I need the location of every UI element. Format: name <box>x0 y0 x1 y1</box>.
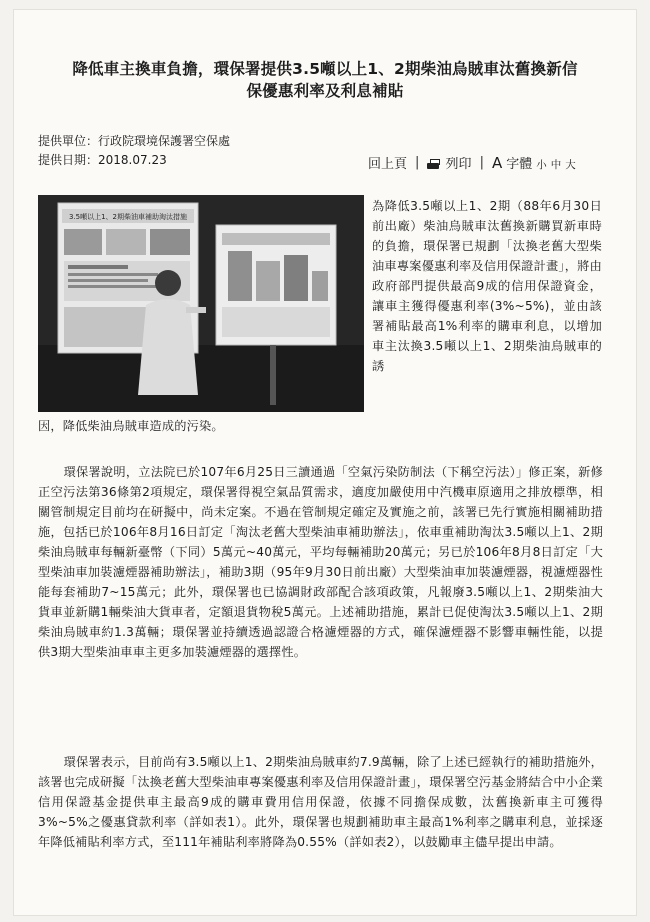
poster-title: 3.5噸以上1、2期柴油車補助淘汰措施 <box>68 213 188 221</box>
press-photo-illustration <box>38 195 364 412</box>
title-line-2: 保優惠利率及利息補貼 <box>246 82 404 100</box>
toolbar-separator: | <box>479 155 484 170</box>
article-title <box>30 58 620 102</box>
title-line-1: 降低車主換車負擔，環保署提供3.5噸以上1、2期柴油烏賊車汰舊換新信 <box>72 60 578 78</box>
font-size-icon: A <box>491 154 503 172</box>
provider-unit: 提供單位：行政院環境保護署空保處 <box>38 134 231 148</box>
toolbar-separator: | <box>415 155 420 170</box>
press-photo <box>38 195 364 412</box>
paragraph-1-tail: 因，降低柴油烏賊車造成的污染。 <box>38 419 224 433</box>
printer-icon <box>427 159 441 170</box>
poster-board <box>216 225 336 345</box>
print-button[interactable] <box>427 153 471 172</box>
back-link[interactable]: 回上頁 <box>368 157 408 172</box>
print-label: 列印 <box>445 157 472 172</box>
paragraph-2: 環保署說明，立法院已於107年6月25日三讀通過「空氣污染防制法（下稱空污法）」修正案，新修正空污法第36條第2項規定，環保署得視空氣品質需求，適度加嚴使用中汽機車原適用之排放標準，相關管制規定目前均在研擬中，尚未定案。不過在管制規定確定及實施之前，該署已先行實施相關補助措施，包括已於106年8月16日訂定「淘汰老舊大型柴油車補助辦法」，依車重補助淘汰3.5噸以上1、2期柴油烏賊車每輛新臺幣（下同）5萬元~40萬元，平均每輛補助20萬元；另已於106年8月8日訂定「大型柴油車加裝濾煙器補助辦法」，補助3期（95年9月30日前出廠）大型柴油車加裝濾煙器，視濾煙器性能每套補助7~15萬元；此外，環保署也已協調財政部配合該項政策，凡報廢3.5噸以上1、2期柴油大貨車並新購1輛柴油大貨車者，定額退貨物稅5萬元。上述補助措施，累計已促使淘汰3.5噸以上1、2期柴油烏賊車約1.3萬輛；環保署並持續透過認證合格濾煙器的方式，確保濾煙器不影響車輛性能，以提供3期大型柴油車車主更多加裝濾煙器的選擇性。 <box>38 465 603 659</box>
font-size-control <box>492 153 576 172</box>
font-size-small[interactable]: 小 <box>536 159 547 171</box>
font-size-medium[interactable]: 中 <box>550 159 562 171</box>
font-size-large[interactable]: 大 <box>565 159 576 171</box>
provider-date: 提供日期：2018.07.23 <box>38 153 167 167</box>
article-toolbar <box>368 153 576 172</box>
paragraph-1-side: 為降低3.5噸以上1、2期（88年6月30日前出廠）柴油烏賊車汰舊換新購買新車時的負擔，環保署已規劃「汰換老舊大型柴油車專案優惠利率及信用保證計畫」，將由政府部門提供最高9成的信用保證資金，讓車主獲得優惠利率(3%~5%)，並由該署補貼最高1%利率的購車利息，以增加車主汰換3.5噸以上1、2期柴油烏賊車的誘 <box>372 199 602 373</box>
paragraph-3: 環保署表示，目前尚有3.5噸以上1、2期柴油烏賊車約7.9萬輛，除了上述已經執行的補助措施外，該署也完成研擬「汰換老舊大型柴油車專案優惠利率及信用保證計畫」，環保署空污基金將結合中小企業信用保證基金提供車主最高9成的購車費用信用保證，依據不同擔保成數，汰舊換新車主可獲得3%~5%之優惠貸款利率（詳如表1）。此外，環保署也規劃補助車主最高1%利率之購車利息，並採逐年降低補貼利率方式，至111年補貼利率將降為0.55%（詳如表2），以鼓勵車主儘早提出申請。 <box>38 755 603 849</box>
font-size-label: 字體 <box>506 157 533 172</box>
